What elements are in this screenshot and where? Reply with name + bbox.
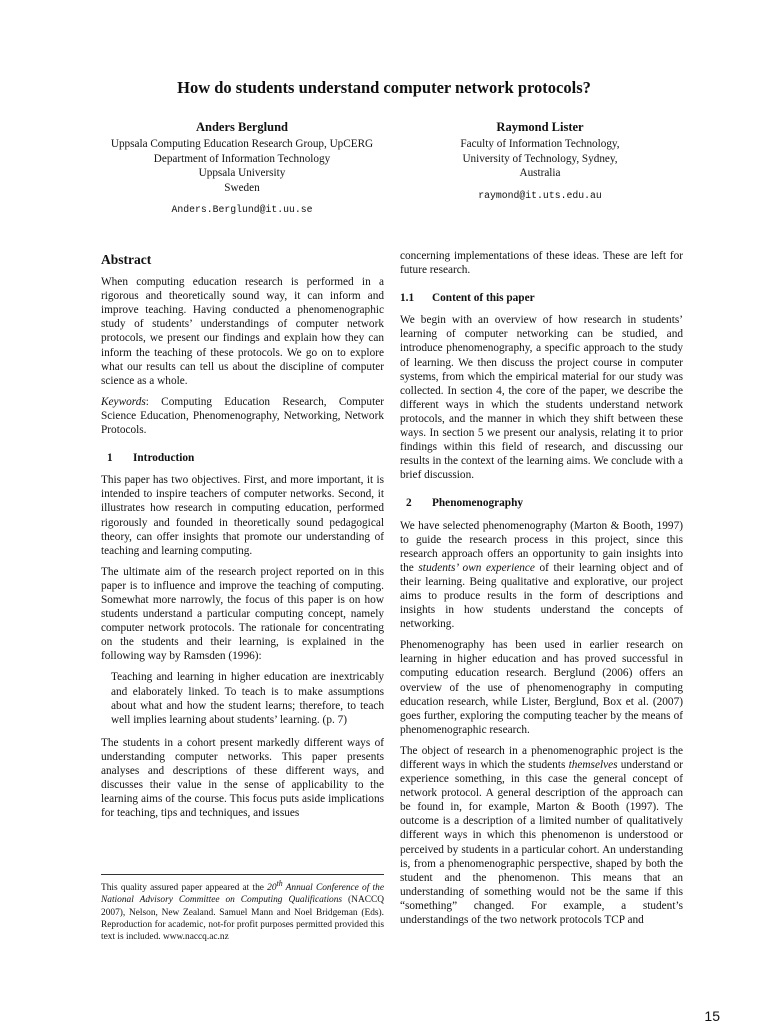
intro-paragraph-1: This paper has two objectives. First, and more important, it is intended to inspire teachers of computer networks. Second, it illustrates how research in computing education, performed rigorously and founded in theoretically sound pedagogical theory, can offer insights that promote our understanding of teaching and learning computing. bbox=[101, 474, 384, 557]
author-affiliation-line: Faculty of Information Technology, bbox=[460, 138, 620, 151]
phenomenography-paragraph-2: Phenomenography has been used in earlier research on learning in higher education and has proved successful in computing education research. Berglund (2006) offers an overview of the use of phenomenography in computing education research, while Lister, Berglund, Box et al. (2007) goes further, exploring the computing teacher by the means of phenomenographic research. bbox=[400, 639, 683, 736]
author-email: Anders.Berglund@it.uu.se bbox=[171, 204, 313, 216]
section-heading-phenomenography bbox=[400, 496, 683, 510]
content-paragraph: We begin with an overview of how research in students’ learning of computer networking can be studied, and introduce phenomenography, a specific approach to the study of learning. We then discuss the project course in computer systems, from which the empirical material for our study was collected. In section 4, the core of the paper, we describe the different ways in which the students understand network protocols, and the manner in which they shift between these ways. In section 5 we present our analysis, relating it to prior findings within this field of research, and discussing our results in the context of the learning aims. We conclude with a brief discussion. bbox=[400, 314, 683, 482]
text-run: of their learning object and of their learning. Being qualitative and explorative, our project aims to produce results in the form of descriptions and insights in how students understand the concepts of networking. bbox=[400, 561, 683, 631]
section-heading-introduction bbox=[101, 451, 384, 465]
author-affiliation-line: University of Technology, Sydney, bbox=[462, 152, 618, 165]
footnote-text-rest: (NACCQ 2007), Nelson, New Zealand. Samuel Mann and Noel Bridgeman (Eds). Reproduction for academic, not-for profit purposes permitted provided this text is included. www.naccq.ac.nz bbox=[101, 895, 384, 943]
intro-paragraph-3: The students in a cohort present markedly different ways of understanding computer networks. This paper presents analyses and descriptions of these different ways, and discusses their value in the sense of applicability to the learning aims of the course. This focus puts aside implications for teaching, tips and techniques, and issues bbox=[101, 736, 384, 820]
author-name: Raymond Lister bbox=[496, 120, 584, 134]
author-name: Anders Berglund bbox=[195, 120, 289, 134]
author-affiliation-line: Uppsala Computing Education Research Group, UpCERG bbox=[110, 138, 374, 151]
block-quote: Teaching and learning in higher education are inextricably and elaborately linked. To teach is to make assumptions about what and how the student learns; therefore, to teach well implies learning about students’ learning. (p. 7) bbox=[111, 671, 384, 726]
section-title: Content of this paper bbox=[432, 292, 535, 305]
footnote-text-pre: This quality assured paper appeared at the bbox=[101, 883, 268, 894]
emphasis-text: themselves bbox=[568, 759, 618, 771]
intro-paragraph-2: The ultimate aim of the research project reported on in this paper is to influence and improve the teaching of computing. Somewhat more narrowly, the focus of this paper is on how students understand a particular computing concept, namely computer network protocols. The rationale for concentrating on the students and their learning, is explained in the following way by Ramsden (1996): bbox=[101, 565, 384, 663]
emphasis-text: students’ own experience bbox=[418, 561, 535, 574]
phenomenography-paragraph-3 bbox=[400, 744, 683, 927]
section-heading-content bbox=[400, 291, 683, 305]
text-run: The object of research in a phenomenographic project is the different ways in which the students bbox=[400, 744, 683, 771]
keywords-list: : Computing Education Research, Computer Science Education, Phenomenography, Networking, Network Protocols. bbox=[101, 395, 384, 437]
left-column bbox=[101, 253, 384, 827]
author-email: raymond@it.uts.edu.au bbox=[478, 189, 602, 201]
author-affiliation-line: Australia bbox=[519, 167, 561, 180]
author-block-2 bbox=[390, 120, 690, 203]
keywords-label: Keywords bbox=[101, 395, 146, 408]
author-affiliation-line: Sweden bbox=[224, 181, 260, 194]
page-number: 15 bbox=[704, 1008, 720, 1024]
section-number: 1 bbox=[107, 452, 113, 465]
abstract-heading: Abstract bbox=[101, 252, 152, 267]
author-block-1 bbox=[92, 120, 392, 217]
section-title: Introduction bbox=[133, 452, 195, 465]
text-run: We have selected phenomenography (Marton & Booth, 1997) to guide the research process in this project, since this research approach offers an opportunity to gain insights into the bbox=[400, 519, 683, 574]
abstract-text: When computing education research is performed in a rigorous and theoretically sound way, it can inform and improve teaching. Having conducted a phenomenographic study of students’ understandings of computer network protocols, we present our findings and explain how they can inform the teaching of these protocols. We go on to explore what our results can tell us about the discipline of computer science as a whole. bbox=[101, 276, 384, 387]
section-number: 2 bbox=[406, 497, 412, 510]
footnote-edition: 20 bbox=[267, 883, 277, 894]
keywords bbox=[101, 395, 384, 437]
author-affiliation-line: Department of Information Technology bbox=[153, 152, 331, 165]
text-run: understand or experience something, in this case the general concept of network protocol. A general description of the approach can be found in, for example, Marton & Booth (1997). The outcome is a description of a limited number of qualitatively different ways in which this phenomenon is understood or perceived by students in a particular cohort. An understanding is, from a phenomenographic perspective, shaped by both the student and the phenomenon. This means that an understanding of something would not be the same if this “something” changed. For example, a student’s understandings of the two network protocols TCP and bbox=[400, 759, 683, 927]
phenomenography-paragraph-1 bbox=[400, 519, 683, 632]
right-column bbox=[400, 249, 683, 934]
footnote bbox=[101, 874, 384, 944]
author-affiliation-line: Uppsala University bbox=[198, 167, 286, 180]
section-number: 1.1 bbox=[400, 292, 415, 305]
footnote-sup: th bbox=[276, 879, 283, 888]
footnote-conference: Annual Conference of the National Advisory Committee on Computing Qualifications bbox=[101, 883, 385, 906]
paper-title: How do students understand computer network protocols? bbox=[177, 78, 591, 97]
right-paragraph-continued: concerning implementations of these ideas. These are left for future research. bbox=[400, 250, 683, 277]
section-title: Phenomenography bbox=[432, 497, 524, 510]
